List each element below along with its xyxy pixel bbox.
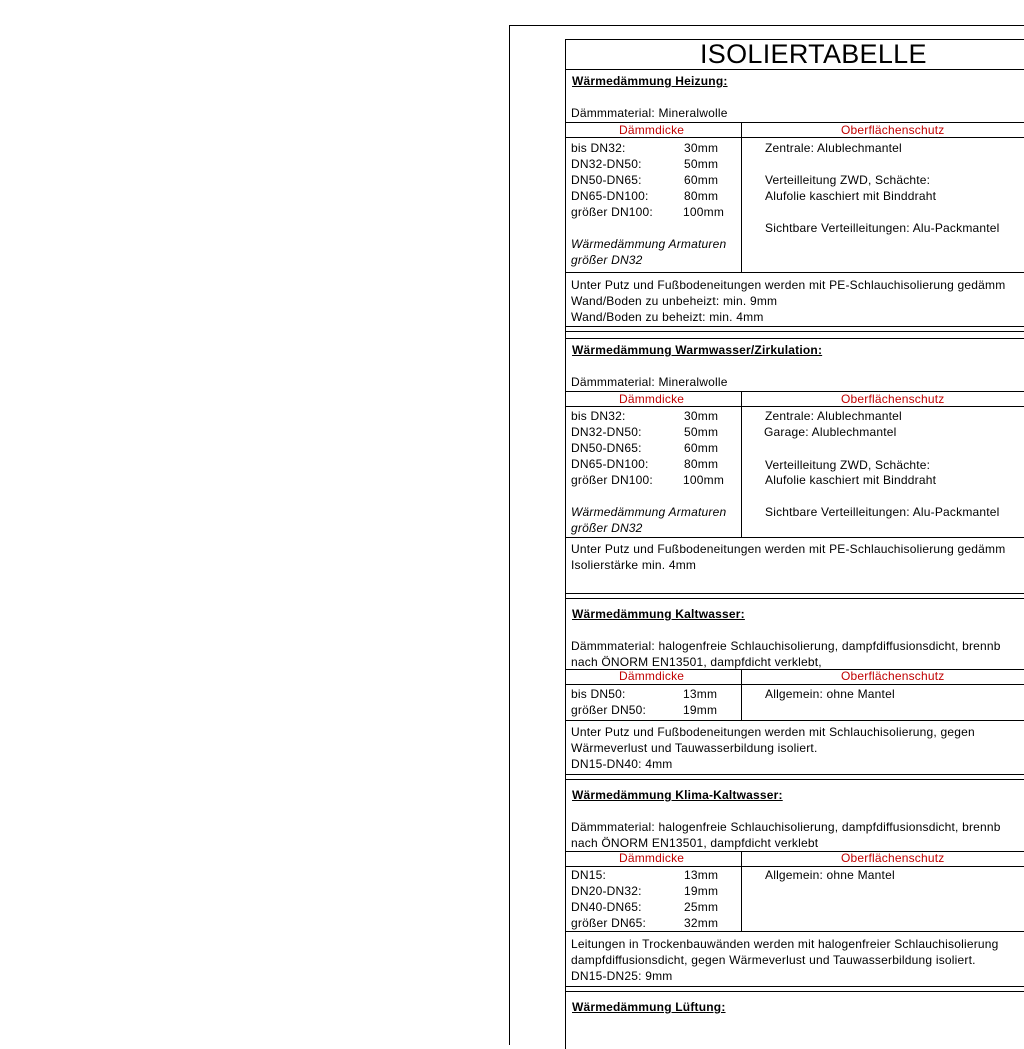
table-row-dn: bis DN32: [571, 141, 626, 155]
table-row-mm: 100mm [683, 473, 725, 487]
table-row-dn: DN15: [571, 868, 607, 882]
note-text: DN15-DN40: 4mm [571, 757, 673, 771]
surface-text: Sichtbare Verteilleitungen: Alu-Packmantel [765, 505, 1000, 519]
armaturen-note: Wärmedämmung Armaturen [571, 237, 727, 251]
surface-text: Zentrale: Alublechmantel [765, 141, 902, 155]
column-header-thickness: Dämmdicke [619, 851, 685, 865]
armaturen-note: größer DN32 [571, 521, 643, 535]
column-header-surface: Oberflächenschutz [841, 851, 945, 865]
page-title: ISOLIERTABELLE [700, 39, 927, 69]
section-heading-warmwasser: Wärmedämmung Warmwasser/Zirkulation: [572, 343, 823, 357]
divider [566, 986, 1024, 987]
table-row-dn: größer DN100: [571, 205, 653, 219]
table-row-mm: 13mm [683, 687, 718, 701]
divider [566, 331, 1024, 332]
table-row-mm: 32mm [684, 916, 719, 930]
table-row-mm: 30mm [684, 409, 719, 423]
divider [566, 991, 1024, 992]
column-divider [741, 669, 742, 720]
surface-text: Alufolie kaschiert mit Binddraht [765, 189, 937, 203]
table-row-mm: 19mm [683, 703, 718, 717]
note-text: DN15-DN25: 9mm [571, 969, 673, 983]
material-kaltwasser: nach ÖNORM EN13501, dampfdicht verklebt, [571, 655, 822, 669]
table-row-mm: 19mm [684, 884, 719, 898]
note-text: Isolierstärke min. 4mm [571, 558, 697, 572]
divider [566, 684, 1024, 685]
surface-text: Alufolie kaschiert mit Binddraht [765, 473, 937, 487]
material-klima: Dämmmaterial: halogenfreie Schlauchisolierung, dampfdiffusionsdicht, brennb [571, 820, 1001, 834]
table-row-mm: 50mm [684, 425, 719, 439]
column-divider [741, 122, 742, 272]
section-heading-lueftung: Wärmedämmung Lüftung: [572, 1000, 726, 1014]
table-row-dn: DN50-DN65: [571, 441, 642, 455]
table-row-dn: größer DN50: [571, 703, 647, 717]
armaturen-note: größer DN32 [571, 253, 643, 267]
table-row-mm: 60mm [684, 173, 719, 187]
divider [566, 326, 1024, 327]
divider [566, 69, 1024, 70]
surface-text: Verteilleitung ZWD, Schächte: [765, 173, 931, 187]
divider [566, 406, 1024, 407]
surface-text: Zentrale: Alublechmantel [765, 409, 902, 423]
divider [566, 598, 1024, 599]
divider [566, 272, 1024, 273]
surface-text: Verteilleitung ZWD, Schächte: [765, 458, 931, 472]
table-row-dn: DN32-DN50: [571, 157, 642, 171]
note-text: Leitungen in Trockenbauwänden werden mit halogenfreier Schlauchisolierung [571, 937, 999, 951]
divider [566, 593, 1024, 594]
material-kaltwasser: Dämmmaterial: halogenfreie Schlauchisolierung, dampfdiffusionsdicht, brennb [571, 639, 1001, 653]
divider [566, 137, 1024, 138]
column-header-thickness: Dämmdicke [619, 669, 685, 683]
divider [566, 931, 1024, 932]
divider [566, 338, 1024, 339]
table-row-dn: bis DN50: [571, 687, 626, 701]
material-klima: nach ÖNORM EN13501, dampfdicht verklebt [571, 836, 819, 850]
table-row-mm: 13mm [684, 868, 719, 882]
column-header-surface: Oberflächenschutz [841, 669, 945, 683]
table-row-dn: DN32-DN50: [571, 425, 642, 439]
column-header-surface: Oberflächenschutz [841, 123, 945, 137]
table-row-mm: 60mm [684, 441, 719, 455]
table-row-dn: bis DN32: [571, 409, 626, 423]
table-row-mm: 30mm [684, 141, 719, 155]
divider [566, 720, 1024, 721]
table-row-mm: 80mm [684, 189, 719, 203]
divider [566, 774, 1024, 775]
divider [566, 779, 1024, 780]
divider [566, 537, 1024, 538]
note-text: Wand/Boden zu beheizt: min. 4mm [571, 310, 764, 324]
column-header-surface: Oberflächenschutz [841, 392, 945, 406]
note-text: Unter Putz und Fußbodeneitungen werden mit PE-Schlauchisolierung gedämm [571, 278, 1006, 292]
table-row-mm: 50mm [684, 157, 719, 171]
table-row-dn: DN65-DN100: [571, 457, 649, 471]
surface-text: Allgemein: ohne Mantel [765, 687, 895, 701]
table-row-dn: größer DN100: [571, 473, 653, 487]
table-row-dn: DN65-DN100: [571, 189, 649, 203]
column-divider [741, 851, 742, 931]
material-heizung: Dämmmaterial: Mineralwolle [571, 106, 728, 120]
surface-text: Allgemein: ohne Mantel [765, 868, 895, 882]
column-header-thickness: Dämmdicke [619, 392, 685, 406]
note-text: Unter Putz und Fußbodeneitungen werden mit Schlauchisolierung, gegen [571, 725, 975, 739]
column-header-thickness: Dämmdicke [619, 123, 685, 137]
table-row-dn: DN40-DN65: [571, 900, 642, 914]
table-row-mm: 80mm [684, 457, 719, 471]
section-heading-heizung: Wärmedämmung Heizung: [572, 74, 728, 88]
section-heading-kaltwasser: Wärmedämmung Kaltwasser: [572, 607, 745, 621]
surface-text: Sichtbare Verteilleitungen: Alu-Packmantel [765, 221, 1000, 235]
column-divider [741, 391, 742, 537]
section-heading-klima: Wärmedämmung Klima-Kaltwasser: [572, 788, 783, 802]
note-text: Unter Putz und Fußbodeneitungen werden mit PE-Schlauchisolierung gedämm [571, 542, 1006, 556]
note-text: Wärmeverlust und Tauwasserbildung isoliert. [571, 741, 818, 755]
table-row-mm: 100mm [683, 205, 725, 219]
material-warmwasser: Dämmmaterial: Mineralwolle [571, 375, 728, 389]
armaturen-note: Wärmedämmung Armaturen [571, 505, 727, 519]
note-text: dampfdiffusionsdicht, gegen Wärmeverlust und Tauwasserbildung isoliert. [571, 953, 976, 967]
table-row-dn: DN50-DN65: [571, 173, 642, 187]
note-text: Wand/Boden zu unbeheizt: min. 9mm [571, 294, 778, 308]
table-row-dn: größer DN65: [571, 916, 647, 930]
table-row-dn: DN20-DN32: [571, 884, 642, 898]
table-row-mm: 25mm [684, 900, 719, 914]
surface-text: Garage: Alublechmantel [764, 425, 897, 439]
